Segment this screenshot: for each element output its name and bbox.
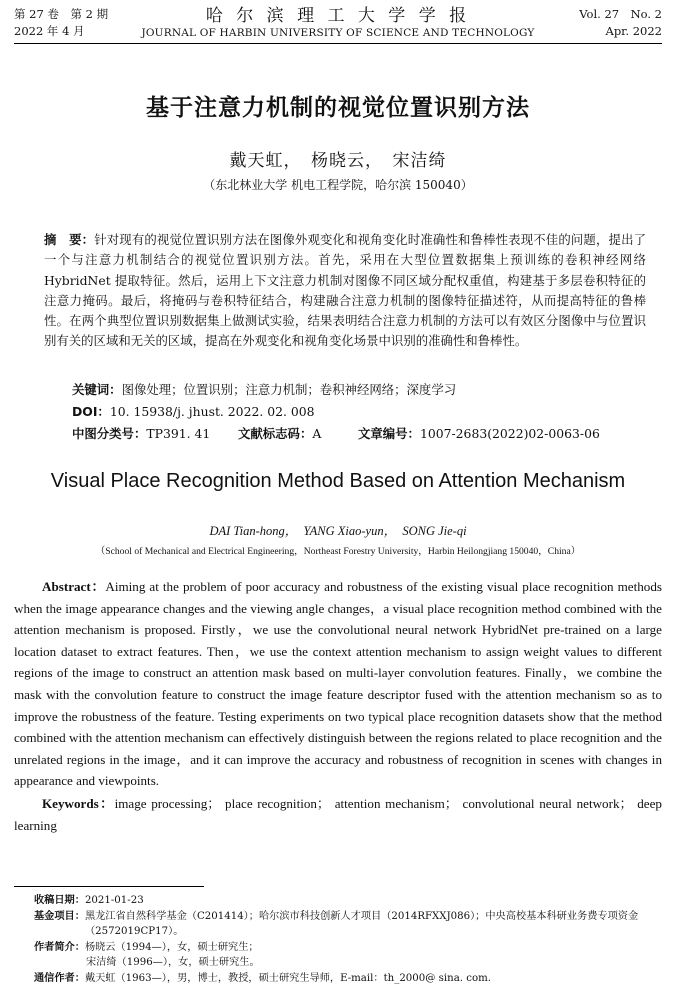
fund-label: 基金项目： <box>34 910 85 922</box>
date-en: Apr. 2022 <box>605 24 662 38</box>
doc-code-item <box>238 424 358 442</box>
keywords-cn <box>72 380 456 398</box>
author-bio-label: 作者简介： <box>34 941 85 953</box>
paper-title-cn: 基于注意力机制的视觉位置识别方法 <box>146 95 530 121</box>
article-number-value: 1007-2683(2022)02-0063-06 <box>419 426 600 441</box>
fund-value: 黑龙江省自然科学基金（C201414）；哈尔滨市科技创新人才项目（2014RFXXJ086）；中央高校基本科研业务费专项资金（2572019CP17）。 <box>84 910 639 937</box>
header-right <box>579 6 662 40</box>
affiliation-cn: （东北林业大学 机电工程学院，哈尔滨 150040） <box>203 178 473 192</box>
date-cn: 2022 年 4 月 <box>14 24 85 38</box>
abstract-en <box>14 576 662 792</box>
clc-label: 中图分类号： <box>72 426 147 441</box>
header-center <box>14 6 662 40</box>
classification-row <box>72 424 652 442</box>
authors-cn: 戴天虹， 杨晓云， 宋洁绮 <box>229 151 447 171</box>
article-number-item <box>358 424 600 442</box>
clc-value: TP391. 41 <box>146 426 211 441</box>
corresponding-author <box>34 971 656 987</box>
doc-code-label: 文献标志码： <box>238 426 313 441</box>
author-bio-value-1: 杨晓云（1994—），女，硕士研究生； <box>84 941 259 953</box>
doi-label: DOI： <box>72 404 110 419</box>
abstract-en-label: Abstract： <box>42 579 106 594</box>
received-date <box>34 893 656 909</box>
page-header <box>14 6 662 42</box>
author-bio <box>34 940 656 956</box>
authors-en: DAI Tian-hong， YANG Xiao-yun， SONG Jie-qi <box>209 524 467 538</box>
footnotes <box>34 893 656 986</box>
abstract-cn <box>44 230 646 352</box>
abstract-cn-label: 摘 要： <box>44 232 95 247</box>
fund-project <box>34 909 656 940</box>
keywords-en-label: Keywords： <box>42 796 115 811</box>
clc-item <box>72 424 238 442</box>
abstract-en-text: Aiming at the problem of poor accuracy and robustness of the existing visual place recognition methods when the image appearance changes and the viewing angle changes，a visual place recognition method combined with the attention mechanism is proposed. Firstly，we use the convolutional neural network HybridNet pre-trained on a large location dataset to extract features. Then，we use the context attention mechanism to assign weight values to different regions of the image to construct an attention mask based on multi-layer convolution features. Finally，we combine the mask with the convolution feature to construct the image feature descriptor fused with the attention mechanism so as to improve the robustness of the feature. Testing experiments on two typical place recognition datasets show that the method combined with the attention mechanism can effectively distinguish between the regions related to place recognition and the unrelated regions in the image，and it can improve the accuracy and robustness of recognition in scenes with changes in appearance and viewpoints. <box>14 579 662 789</box>
keywords-en-text: image processing； place recognition； attention mechanism； convolutional neural network； deep learning <box>14 796 662 833</box>
corresponding-label: 通信作者： <box>34 972 85 984</box>
paper-title-en: Visual Place Recognition Method Based on Attention Mechanism <box>50 470 626 492</box>
header-divider <box>14 43 662 44</box>
doi-value: 10. 15938/j. jhust. 2022. 02. 008 <box>109 404 315 419</box>
journal-name-cn: 哈 尔 滨 理 工 大 学 学 报 <box>205 6 471 26</box>
journal-name-en: JOURNAL OF HARBIN UNIVERSITY OF SCIENCE AND TECHNOLOGY <box>141 27 535 39</box>
received-label: 收稿日期： <box>34 895 85 906</box>
article-number-label: 文章编号： <box>358 426 420 441</box>
corresponding-value: 戴天虹（1963—），男，博士，教授，硕士研究生导师，E-mail：th_2000@ sina. com. <box>84 972 492 984</box>
keywords-en <box>14 793 662 836</box>
volume-issue-cn: 第 27 卷 第 2 期 <box>14 7 109 21</box>
doi <box>72 402 315 420</box>
abstract-cn-text: 针对现有的视觉位置识别方法在图像外观变化和视角变化时准确性和鲁棒性表现不佳的问题，提出了一个与注意力机制结合的视觉位置识别方法。首先，采用在大型位置数据集上预训练的卷积神经网络 HybridNet 提取特征。然后，运用上下文注意力机制对图像不同区域分配权重值，构建基于多层卷积特征的注意力掩码。最后，将掩码与卷积特征结合，构建融合注意力机制的图像特征描述符，从而提高特征的鲁棒性。在两个典型位置识别数据集上做测试实验，结果表明结合注意力机制的方法可以有效区分图像中与位置识别有关的区域和无关的区域，提高在外观变化和视角变化场景中识别的准确性和鲁棒性。 <box>44 232 647 349</box>
affiliation-en: （School of Mechanical and Electrical Engineering，Northeast Forestry University，Harbin Heilongjiang 150040，China） <box>95 546 581 557</box>
doc-code-value: A <box>312 426 322 441</box>
footnote-divider <box>14 886 204 887</box>
keywords-cn-label: 关键词： <box>72 382 122 397</box>
author-bio-value-2: 宋洁绮（1996—），女，硕士研究生。 <box>86 957 260 968</box>
volume-issue-en: Vol. 27 No. 2 <box>579 7 662 21</box>
keywords-cn-text: 图像处理；位置识别；注意力机制；卷积神经网络；深度学习 <box>121 382 457 397</box>
received-value: 2021-01-23 <box>84 895 144 906</box>
